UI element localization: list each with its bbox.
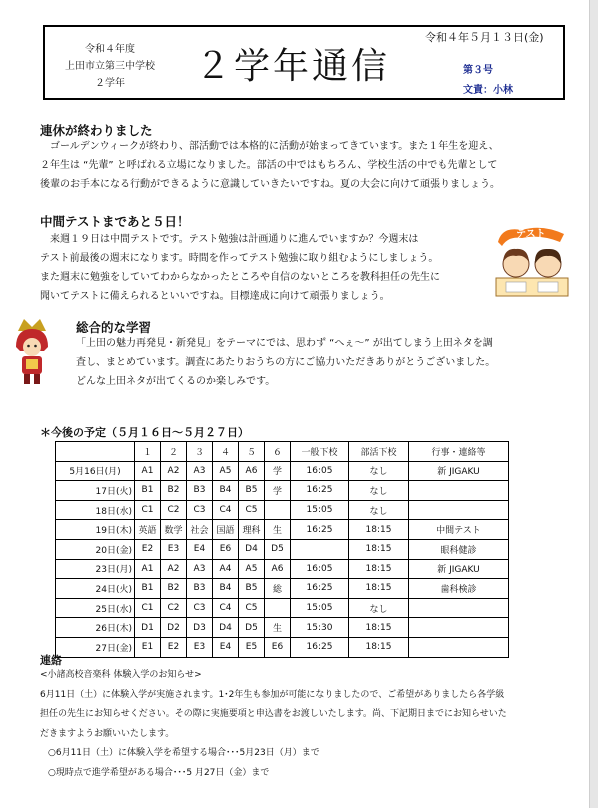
schedule-dismissal-cell: [291, 539, 349, 559]
schedule-period-cell: 生: [265, 520, 291, 540]
schedule-row: [56, 598, 509, 618]
schedule-row: [56, 500, 509, 520]
schedule-period-cell: B4: [213, 481, 239, 501]
schedule-title: ＊今後の予定（５月１６日～５月２７日）: [40, 426, 249, 439]
schedule-period-cell: B1: [135, 579, 161, 599]
schedule-period-cell: E2: [161, 637, 187, 657]
schedule-period-cell: A1: [135, 559, 161, 579]
schedule-period-cell: B2: [161, 579, 187, 599]
schedule-dismissal-cell: 15:30: [291, 618, 349, 638]
schedule-period-cell: B5: [239, 481, 265, 501]
schedule-period-cell: C5: [239, 598, 265, 618]
schedule-period-cell: E6: [265, 637, 291, 657]
test-paper-right: [538, 282, 558, 292]
schedule-dismissal-cell: 16:25: [291, 637, 349, 657]
schedule-period-cell: A1: [135, 461, 161, 481]
section2-line: テスト前最後の週末になります。時間を作ってテスト勉強に取り組むようにしましょう。: [40, 253, 439, 264]
schedule-event-cell: [409, 618, 509, 638]
schedule-period-cell: B3: [187, 579, 213, 599]
section2-line: 聞いてテストに備えられるといいですね。目標達成に向けて頑張りましょう。: [40, 291, 390, 302]
schedule-period-cell: E6: [213, 539, 239, 559]
school-name: 上田市立第三中学校: [65, 61, 155, 72]
schedule-row: [56, 520, 509, 540]
schedule-row: [56, 637, 509, 657]
schedule-period-cell: E3: [161, 539, 187, 559]
schedule-event-cell: 新 JIGAKU: [409, 461, 509, 481]
schedule-period-cell: [265, 500, 291, 520]
schedule-header-row: [56, 442, 509, 462]
schedule-date-cell: 5月16日(月): [56, 461, 135, 481]
section1-title: 連休が終わりました: [40, 123, 153, 138]
schedule-period-cell: 学: [265, 461, 291, 481]
schedule-period-cell: B2: [161, 481, 187, 501]
notice-body: [40, 666, 507, 783]
schedule-row: [56, 481, 509, 501]
section3-title: 総合的な学習: [76, 320, 152, 335]
schedule-date-cell: 26日(木): [56, 618, 135, 638]
schedule-event-cell: [409, 481, 509, 501]
schedule-header-events: 行事・連絡等: [409, 442, 509, 462]
notice-line: 6月11日（土）に体験入学が実施されます。1･2年生も参加が可能になりましたので、ご希望がありましたら各学級: [40, 689, 505, 700]
schedule-period-cell: E4: [213, 637, 239, 657]
schedule-header-dismissal: 一般下校: [291, 442, 349, 462]
schedule-event-cell: 歯科検診: [409, 579, 509, 599]
grade-label: ２学年: [95, 78, 125, 89]
test-paper-left: [506, 282, 526, 292]
schedule-period-cell: 総: [265, 579, 291, 599]
schedule-row: [56, 559, 509, 579]
schedule-period-cell: 英語: [135, 520, 161, 540]
section2-body: [40, 230, 440, 306]
schedule-period-cell: 理科: [239, 520, 265, 540]
section3-line: 査し、まとめています。調査にあたりおうちの方にご協力いただきありがとうございました。: [76, 357, 496, 368]
schedule-date-cell: 20日(金): [56, 539, 135, 559]
test-banner-label: テスト: [516, 229, 546, 240]
schedule-row: [56, 539, 509, 559]
schedule-period-cell: B1: [135, 481, 161, 501]
schedule-period-cell: D5: [239, 618, 265, 638]
schedule-period-cell: A2: [161, 559, 187, 579]
notice-deadline-item: ○6月11日（土）に体験入学を希望する場合･･･5月23日（月）まで: [48, 748, 320, 758]
schedule-period-cell: A6: [265, 559, 291, 579]
notice-title: 連絡: [40, 654, 62, 667]
schedule-dismissal-cell: 16:25: [291, 579, 349, 599]
schedule-period-cell: C2: [161, 500, 187, 520]
schedule-dismissal-cell: 16:05: [291, 461, 349, 481]
schedule-club-dismissal-cell: なし: [349, 481, 409, 501]
schedule-period-cell: C3: [187, 500, 213, 520]
section3-body: [76, 334, 495, 391]
mascot-armor-plate: [26, 359, 38, 369]
schedule-period-cell: A3: [187, 559, 213, 579]
schedule-period-cell: D1: [135, 618, 161, 638]
schedule-table: [55, 441, 509, 658]
school-info: [55, 41, 165, 92]
mascot-left-eye: [27, 345, 30, 348]
schedule-dismissal-cell: 15:05: [291, 500, 349, 520]
section1-body: [40, 137, 500, 194]
mascot-right-eye: [34, 345, 37, 348]
schedule-header-period: ２: [161, 442, 187, 462]
page-edge-shadow: [590, 0, 598, 808]
mascot-face: [23, 338, 41, 356]
author: 文責：小林: [463, 85, 513, 96]
schedule-period-cell: 生: [265, 618, 291, 638]
schedule-period-cell: D5: [265, 539, 291, 559]
schedule-period-cell: E1: [135, 637, 161, 657]
schedule-period-cell: B5: [239, 579, 265, 599]
notice-line: だきますようお願いいたします。: [40, 728, 175, 739]
schedule-period-cell: C1: [135, 598, 161, 618]
schedule-club-dismissal-cell: 18:15: [349, 539, 409, 559]
schedule-row: [56, 618, 509, 638]
section3-line: 「上田の魅力再発見・新発見」をテーマにでは、思わず “へぇ～” が出てしまう上田ネタを調: [76, 338, 493, 349]
schedule-club-dismissal-cell: 18:15: [349, 637, 409, 657]
schedule-period-cell: A3: [187, 461, 213, 481]
schedule-period-cell: C2: [161, 598, 187, 618]
schedule-period-cell: C5: [239, 500, 265, 520]
schedule-period-cell: 数学: [161, 520, 187, 540]
schedule-dismissal-cell: 16:25: [291, 481, 349, 501]
section2-line: 来週１９日は中間テストです。テスト勉強は計画通りに進んでいますか？今週末は: [50, 234, 419, 245]
schedule-period-cell: E5: [239, 637, 265, 657]
schedule-club-dismissal-cell: 18:15: [349, 559, 409, 579]
notice-subtitle: <小諸高校音楽科 体験入学のお知らせ>: [40, 670, 202, 680]
schedule-period-cell: D3: [187, 618, 213, 638]
schedule-header-period: ４: [213, 442, 239, 462]
schedule-header-period: ３: [187, 442, 213, 462]
schedule-header-period: １: [135, 442, 161, 462]
schedule-event-cell: [409, 637, 509, 657]
schedule-header-period: ６: [265, 442, 291, 462]
schedule-date-cell: 17日(火): [56, 481, 135, 501]
schedule-period-cell: E3: [187, 637, 213, 657]
schedule-row: [56, 461, 509, 481]
schedule-period-cell: A6: [239, 461, 265, 481]
schedule-period-cell: 社会: [187, 520, 213, 540]
schedule-club-dismissal-cell: なし: [349, 461, 409, 481]
schedule-club-dismissal-cell: 18:15: [349, 579, 409, 599]
schedule-date-cell: 23日(月): [56, 559, 135, 579]
schedule-club-dismissal-cell: なし: [349, 598, 409, 618]
schedule-date-cell: 25日(水): [56, 598, 135, 618]
schedule-dismissal-cell: 15:05: [291, 598, 349, 618]
schedule-event-cell: [409, 500, 509, 520]
section1-line: ゴールデンウィークが終わり、部活動では本格的に活動が始まってきています。また１年生を迎え、: [50, 141, 499, 152]
schedule-club-dismissal-cell: なし: [349, 500, 409, 520]
school-year: 令和４年度: [85, 44, 135, 55]
issue-date: 令和４年５月１３日(金): [425, 31, 544, 44]
schedule-club-dismissal-cell: 18:15: [349, 520, 409, 540]
schedule-period-cell: B3: [187, 481, 213, 501]
schedule-period-cell: A4: [213, 559, 239, 579]
schedule-row: [56, 579, 509, 599]
mascot-right-leg: [34, 374, 40, 384]
schedule-period-cell: D4: [213, 618, 239, 638]
schedule-header-period: ５: [239, 442, 265, 462]
schedule-period-cell: A5: [239, 559, 265, 579]
issue-number: 第３号: [463, 65, 493, 76]
schedule-period-cell: C1: [135, 500, 161, 520]
section1-line: 後輩のお手本になる行動ができるように意識していきたいですね。夏の大会に向けて頑張りましょう。: [40, 179, 500, 190]
newsletter-title: ２学年通信: [195, 46, 391, 87]
mascot-left-leg: [24, 374, 30, 384]
schedule-period-cell: [265, 598, 291, 618]
notice-line: 担任の先生にお知らせください。その際に実施要項と申込書をお渡しいたします。尚、下記期日までにお知らせいた: [40, 709, 507, 719]
schedule-period-cell: A2: [161, 461, 187, 481]
schedule-period-cell: E4: [187, 539, 213, 559]
schedule-date-cell: 24日(火): [56, 579, 135, 599]
section2-title: 中間テストまであと５日！: [40, 214, 190, 229]
schedule-event-cell: 中間テスト: [409, 520, 509, 540]
schedule-date-cell: 19日(木): [56, 520, 135, 540]
notice-deadline-item: ○現時点で進学希望がある場合･･･5 月27日（金）まで: [48, 767, 270, 778]
schedule-club-dismissal-cell: 18:15: [349, 618, 409, 638]
schedule-dismissal-cell: 16:25: [291, 520, 349, 540]
schedule-date-cell: 27日(金): [56, 637, 135, 657]
schedule-period-cell: 国語: [213, 520, 239, 540]
schedule-period-cell: C4: [213, 500, 239, 520]
schedule-dismissal-cell: 16:05: [291, 559, 349, 579]
schedule-period-cell: A5: [213, 461, 239, 481]
schedule-period-cell: B4: [213, 579, 239, 599]
section3-line: どんな上田ネタが出てくるのか楽しみです。: [76, 376, 276, 387]
newsletter-header: [43, 25, 565, 100]
section1-line: ２年生は “先輩” と呼ばれる立場になりました。部活の中ではもちろん、学校生活の中でも先輩として: [40, 160, 498, 171]
schedule-period-cell: 学: [265, 481, 291, 501]
samurai-mascot-illustration: [14, 317, 50, 387]
section2-line: また週末に勉強をしていてわからなかったところや自信のないところを教科担任の先生に: [40, 272, 440, 283]
schedule-event-cell: 眼科健診: [409, 539, 509, 559]
schedule-header-date: [56, 442, 135, 462]
students-test-illustration: [490, 220, 574, 298]
schedule-period-cell: D2: [161, 618, 187, 638]
schedule-event-cell: 新 JIGAKU: [409, 559, 509, 579]
schedule-body: [56, 461, 509, 657]
schedule-header-club-dismissal: 部活下校: [349, 442, 409, 462]
schedule-period-cell: C3: [187, 598, 213, 618]
schedule-period-cell: D4: [239, 539, 265, 559]
schedule-period-cell: C4: [213, 598, 239, 618]
schedule-event-cell: [409, 598, 509, 618]
schedule-date-cell: 18日(水): [56, 500, 135, 520]
schedule-period-cell: E2: [135, 539, 161, 559]
